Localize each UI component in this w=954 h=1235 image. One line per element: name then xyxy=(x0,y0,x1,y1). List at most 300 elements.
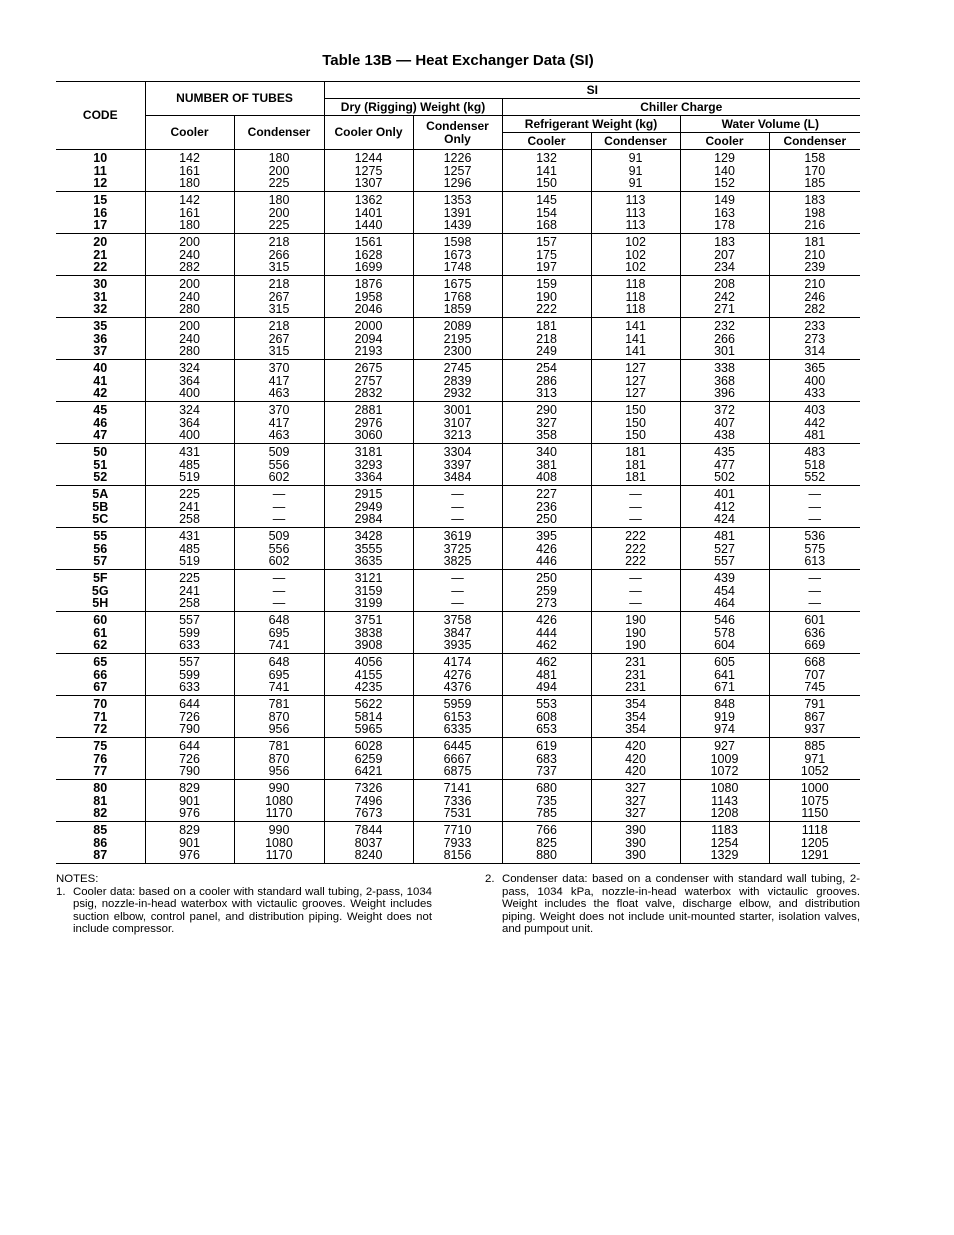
ref-cooler-value: 227 xyxy=(536,487,557,501)
cell-code xyxy=(56,780,145,822)
tubes-cooler-value: 400 xyxy=(179,386,200,400)
water-condenser-value: — xyxy=(808,499,822,514)
water-condenser-value: 400 xyxy=(804,373,826,388)
water-condenser-value: 481 xyxy=(804,428,826,442)
water-cooler-value: 641 xyxy=(714,667,735,682)
cell-dry-condenser xyxy=(413,486,502,528)
cell-ref-condenser xyxy=(591,192,680,234)
tubes-condenser-value: 417 xyxy=(268,373,290,388)
water-condenser-value: 483 xyxy=(804,445,826,459)
water-cooler-value: 152 xyxy=(714,176,735,190)
water-condenser-value: 158 xyxy=(804,151,826,165)
water-condenser-value: 1150 xyxy=(801,806,829,820)
cell-code xyxy=(56,654,145,696)
table-row xyxy=(56,360,860,402)
cell-dry-condenser xyxy=(413,234,502,276)
cell-tubes-cooler xyxy=(145,780,234,822)
dry-cooler-value: 1699 xyxy=(354,260,383,274)
code-value: 51 xyxy=(93,457,108,472)
ref-cooler-value: 273 xyxy=(536,596,557,610)
cell-tubes-cooler xyxy=(145,528,234,570)
water-cooler-value: 578 xyxy=(714,625,735,640)
code-value: 32 xyxy=(93,302,108,316)
dry-cooler-value: 5965 xyxy=(354,722,383,736)
water-cooler-value: 140 xyxy=(714,163,735,178)
dry-cooler-value: 1628 xyxy=(354,247,383,262)
water-condenser-value: 433 xyxy=(804,386,826,400)
tubes-condenser-value: 225 xyxy=(268,218,290,232)
water-cooler-value: 129 xyxy=(714,151,735,165)
cell-ref-cooler xyxy=(502,234,591,276)
cell-dry-cooler xyxy=(324,234,413,276)
dry-cooler-value: 5814 xyxy=(354,709,383,724)
cell-ref-condenser xyxy=(591,318,680,360)
cell-ref-cooler xyxy=(502,192,591,234)
water-condenser-value: 216 xyxy=(804,218,826,232)
tubes-condenser-value: 370 xyxy=(268,361,290,375)
code-value: 40 xyxy=(93,361,108,375)
water-condenser-value: — xyxy=(808,596,822,610)
dry-cooler-value: 1307 xyxy=(354,176,383,190)
water-condenser-value: 246 xyxy=(804,289,826,304)
water-cooler-value: 481 xyxy=(714,529,735,543)
cell-water-cooler xyxy=(680,234,769,276)
cell-tubes-cooler xyxy=(145,360,234,402)
ref-cooler-value: 553 xyxy=(536,697,557,711)
dry-condenser-value: 3935 xyxy=(443,638,472,652)
cell-water-cooler xyxy=(680,360,769,402)
cell-ref-condenser xyxy=(591,612,680,654)
cell-code xyxy=(56,696,145,738)
cell-water-condenser xyxy=(769,318,860,360)
tubes-condenser-value: 695 xyxy=(268,625,290,640)
tubes-cooler-value: 324 xyxy=(179,361,200,375)
tubes-condenser-value: 315 xyxy=(268,302,290,316)
dry-condenser-value: 1859 xyxy=(443,302,472,316)
water-cooler-value: 974 xyxy=(714,722,735,736)
code-value: 70 xyxy=(93,697,108,711)
cell-tubes-condenser xyxy=(234,780,324,822)
water-condenser-value: 198 xyxy=(804,205,826,220)
cell-code xyxy=(56,192,145,234)
water-cooler-value: 454 xyxy=(714,583,735,598)
cell-ref-condenser xyxy=(591,444,680,486)
ref-cooler-value: 395 xyxy=(536,529,557,543)
tubes-cooler-value: 599 xyxy=(179,667,200,682)
table-row xyxy=(56,444,860,486)
ref-cooler-value: 175 xyxy=(536,247,557,262)
ref-cooler-value: 250 xyxy=(536,512,557,526)
tubes-condenser-value: 870 xyxy=(268,709,290,724)
ref-cooler-value: 145 xyxy=(536,193,557,207)
cell-ref-condenser xyxy=(591,234,680,276)
note-1-text: Cooler data: based on a cooler with standard wall tubing, 2-pass, 1034 psig, nozzle-in-head waterbox with victaulic grooves. Weight includes suction elbow, control panel, and distribution piping. Weight does not include compressor. xyxy=(73,885,432,935)
code-value: 72 xyxy=(93,722,108,736)
ref-cooler-value: 444 xyxy=(536,625,557,640)
dry-condenser-value: 1768 xyxy=(443,289,472,304)
ref-cooler-value: 680 xyxy=(536,781,557,795)
cell-water-condenser xyxy=(769,444,860,486)
water-cooler-value: 234 xyxy=(714,260,735,274)
note-1-number: 1. xyxy=(56,885,66,898)
dry-cooler-value: 3364 xyxy=(354,470,383,484)
water-cooler-value: 848 xyxy=(714,697,735,711)
cell-water-condenser xyxy=(769,276,860,318)
tubes-cooler-value: 519 xyxy=(179,470,200,484)
dry-cooler-value: 3838 xyxy=(354,625,383,640)
dry-cooler-value: 1561 xyxy=(354,235,383,249)
header-si: SI xyxy=(324,82,860,99)
notes-right xyxy=(485,873,860,936)
ref-condenser-value: 222 xyxy=(625,541,646,556)
ref-condenser-value: 420 xyxy=(625,764,646,778)
header-ref-cooler: Cooler xyxy=(502,133,591,150)
code-value: 10 xyxy=(93,151,108,165)
water-cooler-value: 407 xyxy=(714,415,735,430)
water-cooler-value: 1143 xyxy=(711,793,738,808)
dry-cooler-value: 2757 xyxy=(354,373,383,388)
dry-condenser-value: 3304 xyxy=(443,445,472,459)
code-value: 71 xyxy=(93,709,108,724)
tubes-condenser-value: — xyxy=(272,499,286,514)
page-title: Table 13B — Heat Exchanger Data (SI) xyxy=(322,52,594,69)
ref-condenser-value: 113 xyxy=(625,193,646,207)
tubes-cooler-value: 161 xyxy=(179,205,200,220)
cell-water-cooler xyxy=(680,402,769,444)
tubes-cooler-value: 240 xyxy=(179,331,200,346)
tubes-condenser-value: 556 xyxy=(268,457,290,472)
dry-condenser-value: 7141 xyxy=(443,781,472,795)
dry-cooler-value: 7844 xyxy=(354,823,383,837)
tubes-cooler-value: 400 xyxy=(179,428,200,442)
cell-water-condenser xyxy=(769,780,860,822)
code-value: 81 xyxy=(93,793,108,808)
tubes-condenser-value: 648 xyxy=(268,655,290,669)
ref-condenser-value: 91 xyxy=(628,176,643,190)
ref-cooler-value: 250 xyxy=(536,571,557,585)
cell-dry-condenser xyxy=(413,738,502,780)
ref-cooler-value: 735 xyxy=(536,793,557,808)
tubes-condenser-value: 218 xyxy=(268,277,290,291)
tubes-condenser-value: 648 xyxy=(268,613,290,627)
dry-condenser-value: 1673 xyxy=(443,247,472,262)
ref-cooler-value: 313 xyxy=(536,386,557,400)
ref-condenser-value: — xyxy=(629,512,642,526)
ref-condenser-value: 231 xyxy=(625,680,646,694)
header-code: CODE xyxy=(56,82,145,150)
tubes-condenser-value: 781 xyxy=(268,739,290,753)
tubes-cooler-value: 431 xyxy=(179,445,200,459)
cell-dry-cooler xyxy=(324,612,413,654)
cell-tubes-cooler xyxy=(145,192,234,234)
tubes-cooler-value: 519 xyxy=(179,554,200,568)
cell-water-condenser xyxy=(769,612,860,654)
water-condenser-value: 552 xyxy=(804,470,826,484)
cell-code xyxy=(56,150,145,192)
ref-condenser-value: — xyxy=(629,487,642,501)
ref-condenser-value: 354 xyxy=(625,697,646,711)
tubes-condenser-value: 267 xyxy=(268,289,290,304)
water-cooler-value: 1208 xyxy=(710,806,739,820)
ref-cooler-value: 766 xyxy=(536,823,557,837)
tubes-cooler-value: 200 xyxy=(179,235,200,249)
water-cooler-value: 183 xyxy=(714,235,735,249)
water-cooler-value: 557 xyxy=(714,554,735,568)
dry-cooler-value: 6028 xyxy=(354,739,383,753)
dry-cooler-value: 3293 xyxy=(354,457,383,472)
dry-condenser-value: — xyxy=(451,499,464,514)
cell-dry-cooler xyxy=(324,528,413,570)
water-condenser-value: 233 xyxy=(804,319,826,333)
cell-ref-cooler xyxy=(502,486,591,528)
dry-condenser-value: 3725 xyxy=(443,541,472,556)
code-value: 41 xyxy=(93,373,108,388)
water-condenser-value: 613 xyxy=(804,554,826,568)
water-cooler-value: 464 xyxy=(714,596,735,610)
water-condenser-value: 210 xyxy=(804,277,826,291)
tubes-condenser-value: 556 xyxy=(268,541,290,556)
table-row xyxy=(56,570,860,612)
water-cooler-value: 208 xyxy=(714,277,735,291)
note-2 xyxy=(485,873,860,936)
water-condenser-value: 403 xyxy=(804,403,826,417)
tubes-cooler-value: 280 xyxy=(179,302,200,316)
tubes-condenser-value: 200 xyxy=(268,205,290,220)
cell-tubes-condenser xyxy=(234,192,324,234)
water-cooler-value: 271 xyxy=(714,302,735,316)
ref-cooler-value: 381 xyxy=(536,457,557,472)
code-value: 52 xyxy=(93,470,108,484)
code-value: 46 xyxy=(93,415,108,430)
dry-cooler-value: 1244 xyxy=(354,151,383,165)
ref-cooler-value: 426 xyxy=(536,613,557,627)
cell-tubes-condenser xyxy=(234,150,324,192)
dry-condenser-value: 2195 xyxy=(443,331,472,346)
cell-dry-cooler xyxy=(324,318,413,360)
code-value: 21 xyxy=(93,247,108,262)
water-condenser-value: 636 xyxy=(804,625,826,640)
cell-water-condenser xyxy=(769,150,860,192)
ref-condenser-value: 420 xyxy=(625,739,646,753)
cell-ref-cooler xyxy=(502,612,591,654)
cell-water-cooler xyxy=(680,822,769,864)
ref-cooler-value: 619 xyxy=(536,739,557,753)
tubes-condenser-value: 370 xyxy=(268,403,290,417)
ref-cooler-value: 358 xyxy=(536,428,557,442)
ref-condenser-value: 222 xyxy=(625,529,646,543)
water-cooler-value: 372 xyxy=(714,403,735,417)
cell-tubes-condenser xyxy=(234,444,324,486)
dry-cooler-value: 1362 xyxy=(354,193,383,207)
ref-cooler-value: 168 xyxy=(536,218,557,232)
dry-cooler-value: 7673 xyxy=(354,806,383,820)
cell-ref-cooler xyxy=(502,654,591,696)
ref-cooler-value: 254 xyxy=(536,361,557,375)
code-value: 55 xyxy=(93,529,108,543)
code-value: 36 xyxy=(93,331,108,346)
ref-cooler-value: 190 xyxy=(536,289,557,304)
code-value: 37 xyxy=(93,344,108,358)
tubes-cooler-value: 200 xyxy=(179,277,200,291)
ref-cooler-value: 825 xyxy=(536,835,557,850)
cell-water-condenser xyxy=(769,570,860,612)
tubes-cooler-value: 644 xyxy=(179,739,200,753)
cell-ref-condenser xyxy=(591,738,680,780)
cell-code xyxy=(56,612,145,654)
ref-condenser-value: 118 xyxy=(625,277,646,291)
dry-condenser-value: 2932 xyxy=(443,386,472,400)
cell-ref-cooler xyxy=(502,528,591,570)
table-row xyxy=(56,318,860,360)
water-condenser-value: 668 xyxy=(804,655,826,669)
cell-ref-cooler xyxy=(502,444,591,486)
ref-condenser-value: 390 xyxy=(625,823,646,837)
tubes-cooler-value: 976 xyxy=(179,806,200,820)
code-value: 5F xyxy=(92,571,108,585)
tubes-condenser-value: 990 xyxy=(268,781,290,795)
dry-cooler-value: 2976 xyxy=(354,415,383,430)
cell-water-cooler xyxy=(680,696,769,738)
table-row xyxy=(56,780,860,822)
dry-condenser-value: 1598 xyxy=(443,235,472,249)
tubes-condenser-value: 602 xyxy=(268,470,290,484)
cell-water-condenser xyxy=(769,696,860,738)
water-cooler-value: 424 xyxy=(714,512,735,526)
cell-code xyxy=(56,528,145,570)
water-cooler-value: 368 xyxy=(714,373,735,388)
water-condenser-value: — xyxy=(808,571,822,585)
cell-dry-cooler xyxy=(324,780,413,822)
water-condenser-value: 273 xyxy=(804,331,826,346)
cell-dry-cooler xyxy=(324,150,413,192)
tubes-cooler-value: 901 xyxy=(179,835,200,850)
tubes-cooler-value: 180 xyxy=(179,176,200,190)
code-value: 76 xyxy=(93,751,108,766)
ref-condenser-value: 190 xyxy=(625,625,646,640)
code-value: 85 xyxy=(93,823,108,837)
tubes-condenser-value: 509 xyxy=(268,445,290,459)
water-condenser-value: 1205 xyxy=(800,835,829,850)
code-value: 57 xyxy=(93,554,108,568)
tubes-cooler-value: 976 xyxy=(179,848,200,862)
cell-water-condenser xyxy=(769,822,860,864)
water-cooler-value: 401 xyxy=(714,487,735,501)
ref-condenser-value: 354 xyxy=(625,709,646,724)
ref-cooler-value: 132 xyxy=(536,151,557,165)
dry-condenser-value: 3847 xyxy=(443,625,472,640)
cell-code xyxy=(56,402,145,444)
cell-ref-condenser xyxy=(591,822,680,864)
cell-dry-cooler xyxy=(324,696,413,738)
dry-condenser-value: 1675 xyxy=(443,277,472,291)
dry-condenser-value: 3107 xyxy=(443,415,472,430)
cell-ref-cooler xyxy=(502,318,591,360)
water-condenser-value: 185 xyxy=(804,176,826,190)
tubes-cooler-value: 485 xyxy=(179,541,200,556)
tubes-condenser-value: 602 xyxy=(268,554,290,568)
ref-condenser-value: 190 xyxy=(625,613,646,627)
cell-dry-condenser xyxy=(413,822,502,864)
dry-condenser-value: 3484 xyxy=(443,470,472,484)
dry-condenser-value: 1748 xyxy=(443,260,472,274)
cell-tubes-cooler xyxy=(145,738,234,780)
dry-condenser-value: 3825 xyxy=(443,554,472,568)
table-row xyxy=(56,612,860,654)
cell-water-cooler xyxy=(680,570,769,612)
ref-cooler-value: 737 xyxy=(536,764,557,778)
table-row xyxy=(56,738,860,780)
tubes-cooler-value: 225 xyxy=(179,571,200,585)
water-cooler-value: 301 xyxy=(714,344,735,358)
ref-cooler-value: 197 xyxy=(536,260,557,274)
notes-heading: NOTES: xyxy=(56,873,99,885)
code-value: 87 xyxy=(93,848,108,862)
cell-tubes-cooler xyxy=(145,444,234,486)
tubes-cooler-value: 901 xyxy=(179,793,200,808)
cell-tubes-cooler xyxy=(145,822,234,864)
tubes-condenser-value: — xyxy=(272,512,286,526)
tubes-cooler-value: 829 xyxy=(179,823,200,837)
ref-condenser-value: 190 xyxy=(625,638,646,652)
tubes-condenser-value: 741 xyxy=(268,638,290,652)
dry-cooler-value: 1401 xyxy=(354,205,383,220)
code-value: 86 xyxy=(93,835,108,850)
notes-left xyxy=(56,873,432,936)
dry-condenser-value: 7933 xyxy=(443,835,472,850)
ref-cooler-value: 608 xyxy=(536,709,557,724)
tubes-condenser-value: 463 xyxy=(268,428,290,442)
code-value: 45 xyxy=(93,403,108,417)
code-value: 31 xyxy=(93,289,108,304)
dry-cooler-value: 2915 xyxy=(354,487,383,501)
header-ref-condenser: Condenser xyxy=(591,133,680,150)
dry-condenser-value: — xyxy=(451,596,464,610)
tubes-condenser-value: 870 xyxy=(268,751,290,766)
cell-water-cooler xyxy=(680,780,769,822)
code-value: 80 xyxy=(93,781,108,795)
tubes-condenser-value: 315 xyxy=(268,260,290,274)
cell-dry-cooler xyxy=(324,276,413,318)
dry-condenser-value: 6875 xyxy=(443,764,472,778)
cell-dry-cooler xyxy=(324,444,413,486)
dry-cooler-value: 8240 xyxy=(354,848,383,862)
header-dry-weight: Dry (Rigging) Weight (kg) xyxy=(324,99,502,116)
tubes-cooler-value: 282 xyxy=(179,260,200,274)
code-value: 11 xyxy=(93,163,107,178)
tubes-cooler-value: 280 xyxy=(179,344,200,358)
tubes-cooler-value: 364 xyxy=(179,373,200,388)
tubes-cooler-value: 431 xyxy=(179,529,200,543)
dry-cooler-value: 4155 xyxy=(354,667,383,682)
ref-cooler-value: 683 xyxy=(536,751,557,766)
water-condenser-value: 867 xyxy=(804,709,826,724)
ref-condenser-value: 91 xyxy=(628,163,643,178)
water-condenser-value: 971 xyxy=(804,751,826,766)
cell-code xyxy=(56,822,145,864)
table-row xyxy=(56,654,860,696)
tubes-cooler-value: 557 xyxy=(179,655,200,669)
cell-tubes-condenser xyxy=(234,276,324,318)
code-value: 60 xyxy=(93,613,108,627)
cell-dry-condenser xyxy=(413,570,502,612)
cell-water-cooler xyxy=(680,738,769,780)
dry-cooler-value: 1958 xyxy=(354,289,383,304)
water-cooler-value: 671 xyxy=(714,680,735,694)
cell-tubes-cooler xyxy=(145,486,234,528)
cell-dry-condenser xyxy=(413,444,502,486)
cell-dry-condenser xyxy=(413,780,502,822)
code-value: 15 xyxy=(93,193,108,207)
